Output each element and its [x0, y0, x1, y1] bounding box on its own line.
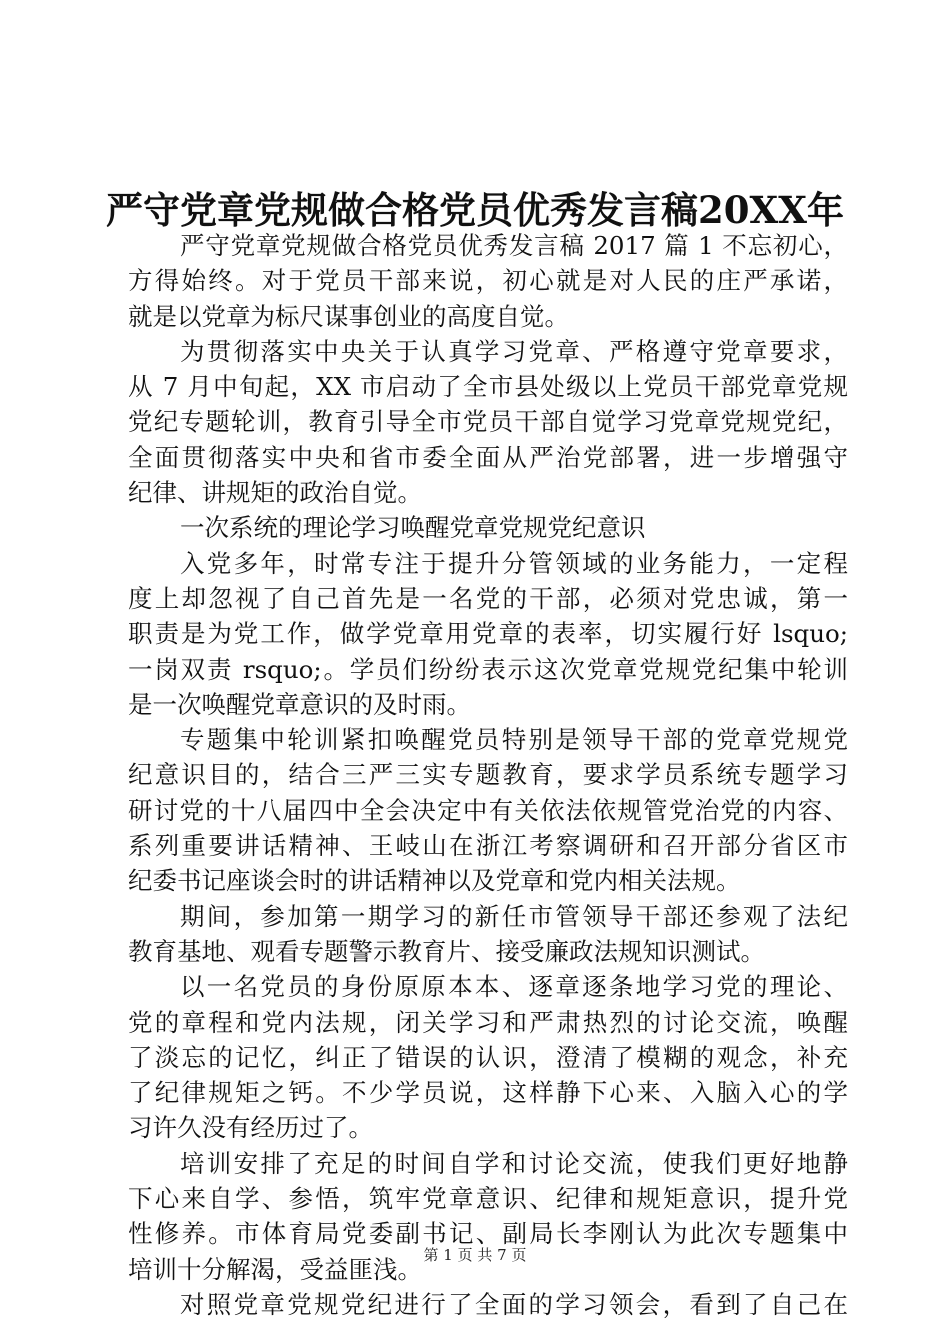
text-line: 教育基地、观看专题警示教育片、接受廉政法规知识测试。: [128, 936, 765, 966]
text-line: 就是以党章为标尺谋事创业的高度自觉。: [128, 301, 569, 331]
text-line: 系列重要讲话精神、王岐山在浙江考察调研和召开部分省区市: [128, 831, 848, 861]
text-line: 入党多年，时常专注于提升分管领域的业务能力，一定程: [180, 548, 848, 578]
text-line: 性修养。市体育局党委副书记、副局长李刚认为此次专题集中: [128, 1219, 848, 1249]
text-line: 培训十分解渴，受益匪浅。: [128, 1254, 422, 1284]
text-line: 纪律、讲规矩的政治自觉。: [128, 478, 422, 508]
text-line: 纪委书记座谈会时的讲话精神以及党章和党内相关法规。: [128, 866, 741, 896]
text-line: 严守党章党规做合格党员优秀发言稿 2017 篇 1 不忘初心，: [180, 231, 848, 260]
text-line: 了淡忘的记忆，纠正了错误的认识，澄清了模糊的观念，补充: [128, 1042, 848, 1072]
text-line: 度上却忽视了自己首先是一名党的干部，必须对党忠诚，第一: [128, 583, 848, 613]
text-line: 方得始终。对于党员干部来说，初心就是对人民的庄严承诺，: [128, 266, 848, 296]
text-line: 专题集中轮训紧扣唤醒党员特别是领导干部的党章党规党: [180, 725, 848, 755]
text-line: 党的章程和党内法规，闭关学习和严肃热烈的讨论交流，唤醒: [128, 1007, 848, 1037]
text-line: 研讨党的十八届四中全会决定中有关依法依规管党治党的内容、: [128, 795, 848, 825]
page-footer: 第 1 页 共 7 页: [423, 1246, 527, 1264]
text-line: 以一名党员的身份原原本本、逐章逐条地学习党的理论、: [180, 972, 848, 1002]
text-line: 是一次唤醒党章意识的及时雨。: [128, 689, 471, 719]
text-line: 对照党章党规党纪进行了全面的学习领会，看到了自己在: [180, 1289, 848, 1319]
text-line: 下心来自学、参悟，筑牢党章意识、纪律和规矩意识，提升党: [128, 1184, 848, 1214]
text-line: 期间，参加第一期学习的新任市管领导干部还参观了法纪: [180, 901, 848, 931]
text-line: 职责是为党工作，做学党章用党章的表率，切实履行好 lsquo;: [128, 619, 848, 649]
text-line: 党纪专题轮训，教育引导全市党员干部自觉学习党章党规党纪，: [128, 407, 848, 437]
text-line: 为贯彻落实中央关于认真学习党章、严格遵守党章要求，: [180, 336, 848, 366]
text-line: 培训安排了充足的时间自学和讨论交流，使我们更好地静: [180, 1148, 848, 1178]
document-title: 严守党章党规做合格党员优秀发言稿20XX年: [106, 188, 844, 232]
text-line: 一岗双责 rsquo;。学员们纷纷表示这次党章党规党纪集中轮训: [128, 654, 848, 684]
text-line: 纪意识目的，结合三严三实专题教育，要求学员系统专题学习: [128, 760, 848, 790]
text-line: 了纪律规矩之钙。不少学员说，这样静下心来、入脑入心的学: [128, 1078, 848, 1108]
text-line: 从 7 月中旬起，XX 市启动了全市县处级以上党员干部党章党规: [128, 372, 848, 402]
text-line: 习许久没有经历过了。: [128, 1113, 373, 1143]
text-line: 全面贯彻落实中央和省市委全面从严治党部署，进一步增强守: [128, 442, 848, 472]
text-line: 一次系统的理论学习唤醒党章党规党纪意识: [180, 513, 646, 543]
document-body: [128, 228, 848, 1322]
